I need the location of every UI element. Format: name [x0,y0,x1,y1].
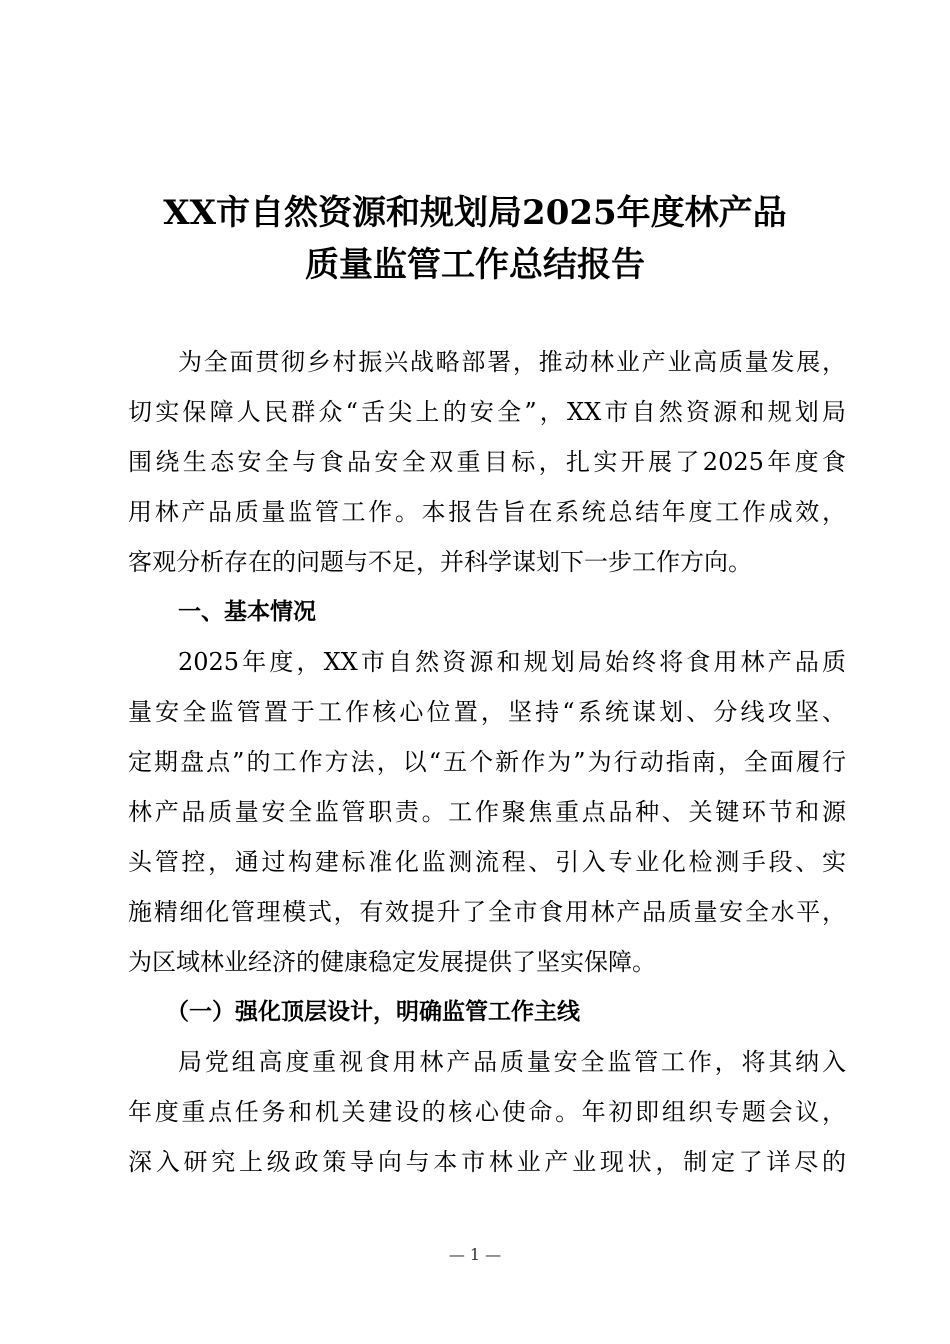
page-number: — 1 — [448,1245,502,1264]
paragraph-line: 林产品质量安全监管职责。工作聚焦重点品种、关键环节和源 [128,798,846,826]
title-line-1: XX市自然资源和规划局2025年度林产品 [163,193,787,233]
paragraph [128,337,846,587]
paragraph-line: 切实保障人民群众“舌尖上的安全”，XX市自然资源和规划局 [128,398,846,426]
subsection-heading: （一）强化顶层设计，明确监管工作主线 [166,999,580,1025]
paragraph-line: 客观分析存在的问题与不足，并科学谋划下一步工作方向。 [128,548,752,576]
section-heading: 一、基本情况 [178,599,316,625]
paragraph-line: 局党组高度重视食用林产品质量安全监管工作，将其纳入 [178,1048,846,1076]
title-line-2: 质量监管工作总结报告 [305,245,645,285]
paragraph-line: 定期盘点”的工作方法，以“五个新作为”为行动指南，全面履行 [128,748,846,776]
document-body [128,337,846,1187]
paragraph-line: 深入研究上级政策导向与本市林业产业现状，制定了详尽的 [128,1148,846,1176]
paragraph-line: 2025年度，XX市自然资源和规划局始终将食用林产品质 [178,648,846,676]
document-title [0,187,950,291]
paragraph-line: 年度重点任务和机关建设的核心使命。年初即组织专题会议， [128,1098,846,1126]
paragraph [128,637,846,987]
paragraph-line: 量安全监管置于工作核心位置，坚持“系统谋划、分线攻坚、 [128,698,846,726]
paragraph-line: 施精细化管理模式，有效提升了全市食用林产品质量安全水平， [128,898,846,926]
paragraph-line: 用林产品质量监管工作。本报告旨在系统总结年度工作成效， [128,498,846,526]
paragraph-line: 围绕生态安全与食品安全双重目标，扎实开展了2025年度食 [128,448,846,476]
paragraph-line: 头管控，通过构建标准化监测流程、引入专业化检测手段、实 [128,848,846,876]
paragraph-line: 为全面贯彻乡村振兴战略部署，推动林业产业高质量发展， [178,348,846,376]
paragraph [128,1037,846,1187]
paragraph-line: 为区域林业经济的健康稳定发展提供了坚实保障。 [128,948,656,976]
